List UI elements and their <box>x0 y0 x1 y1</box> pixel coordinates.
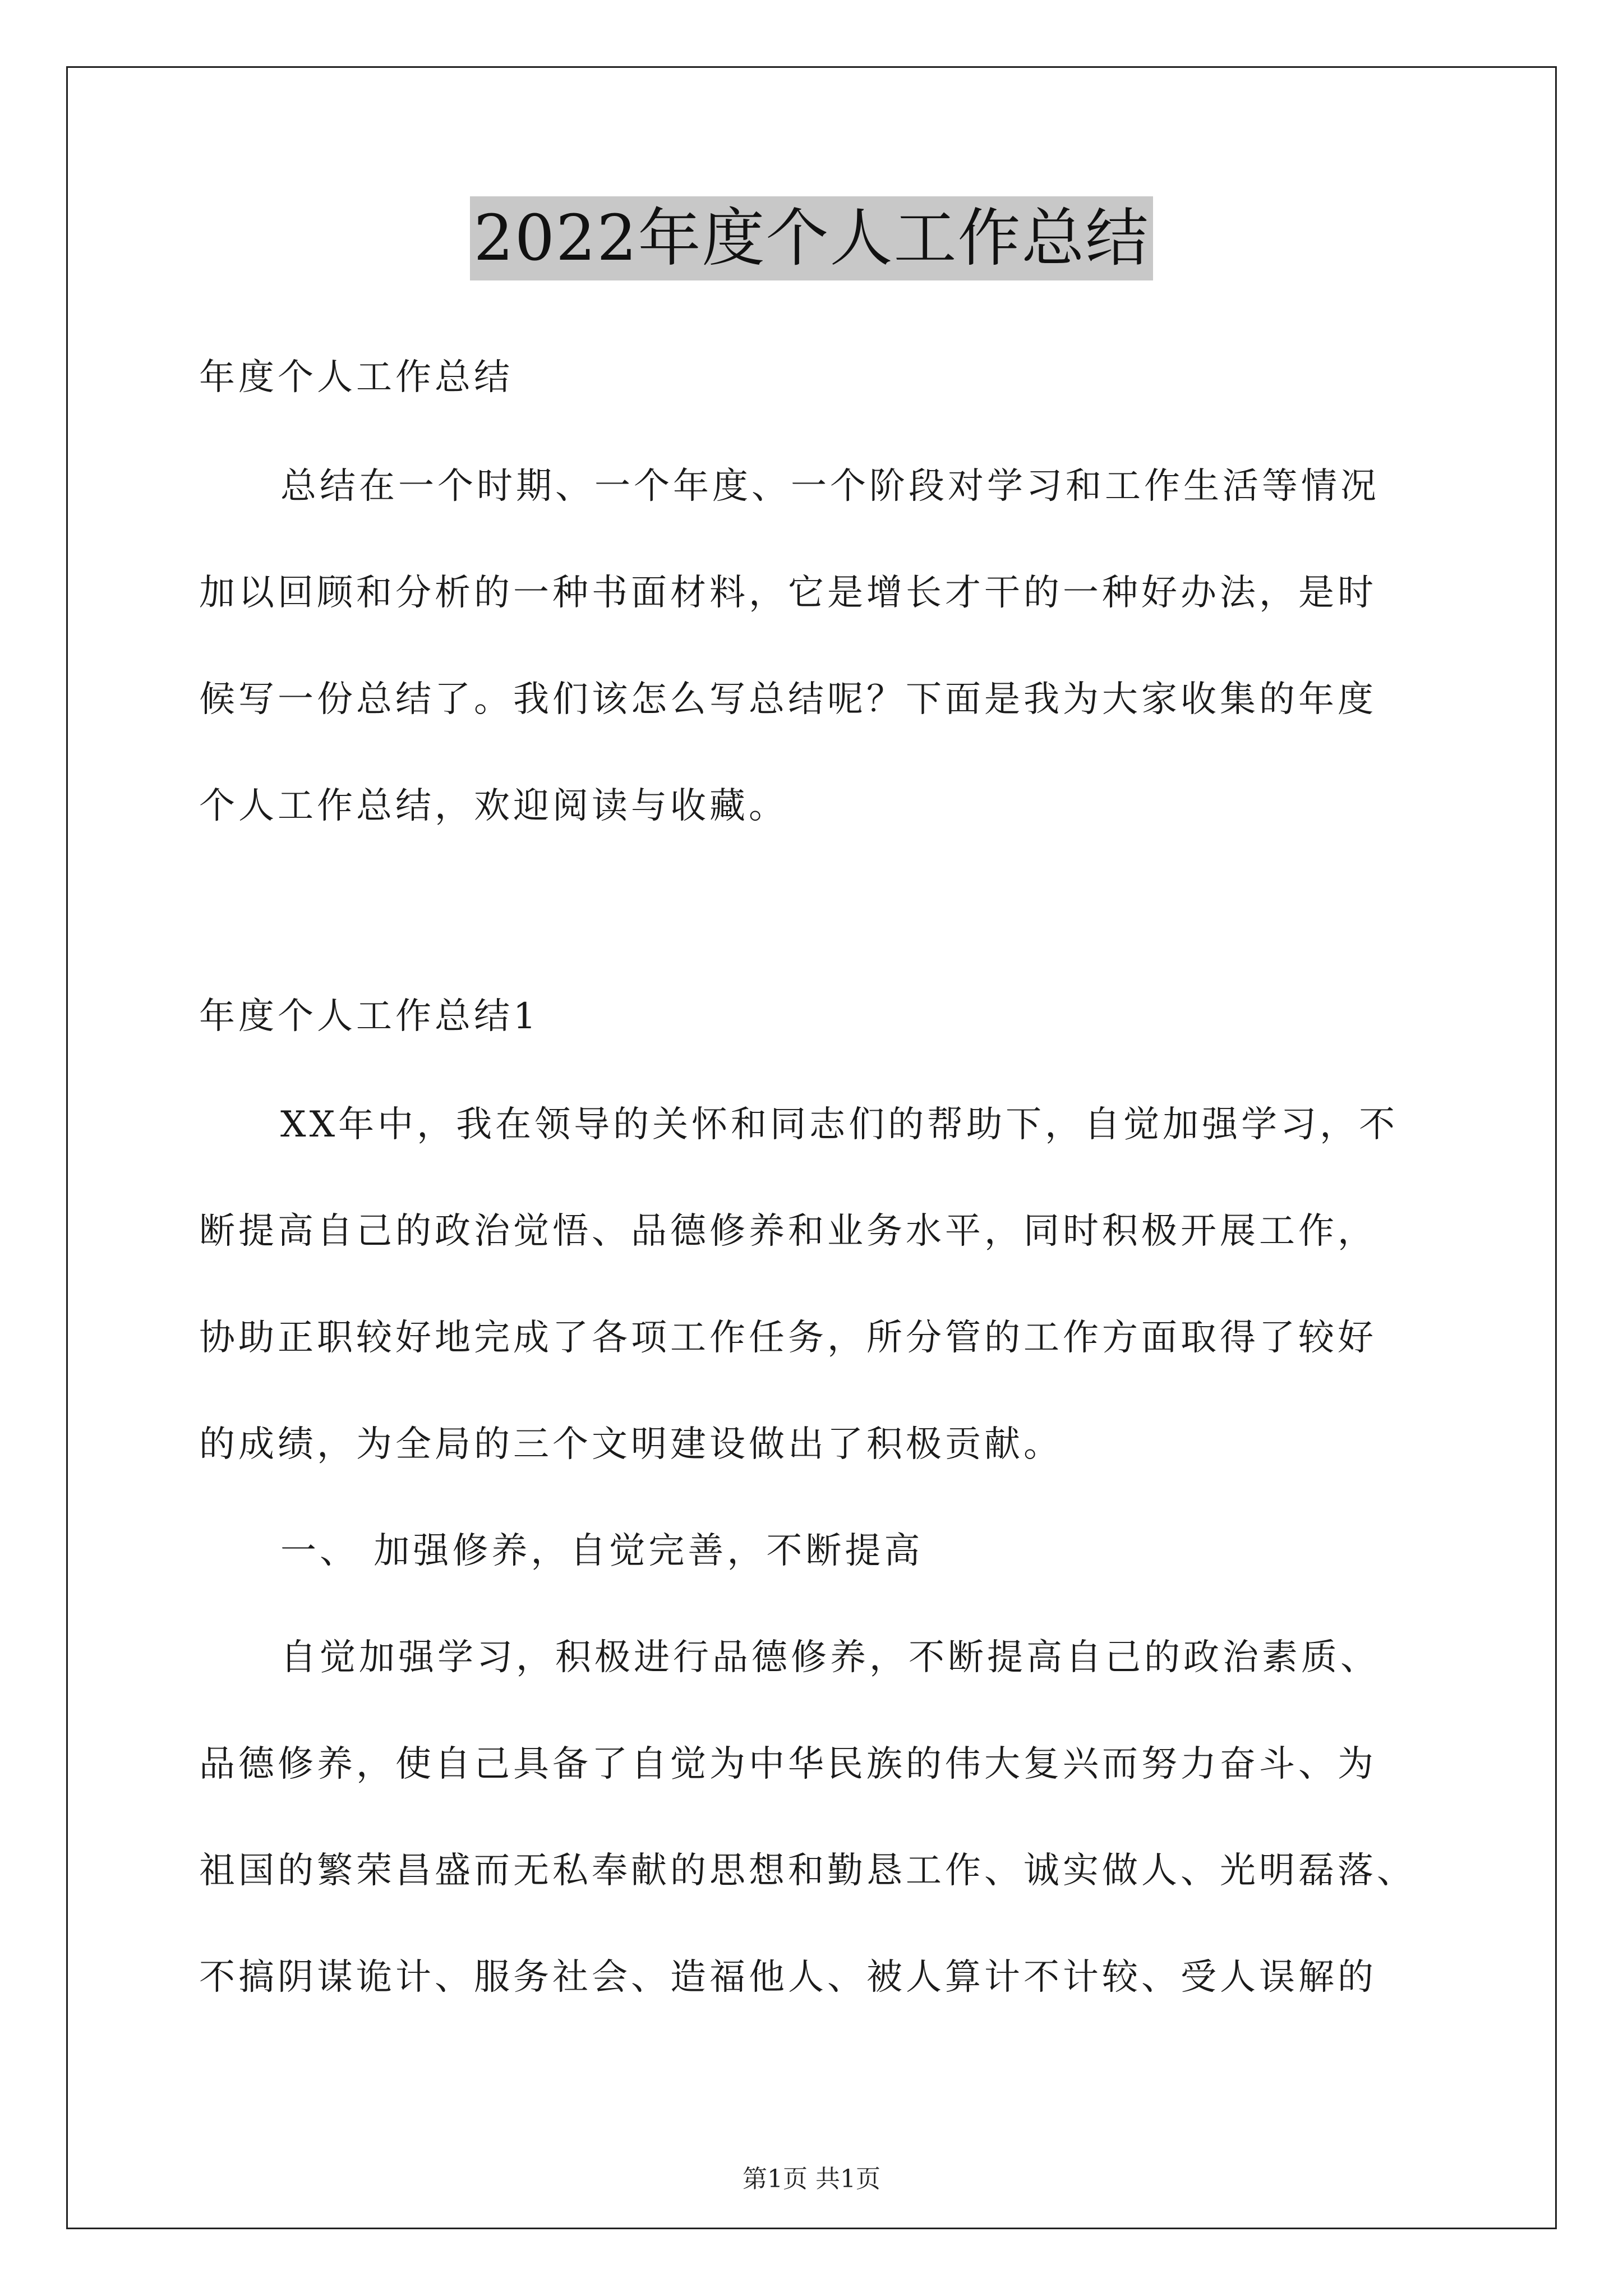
section-line: XX年中，我在领导的关怀和同志们的帮助下，自觉加强学习，不 <box>280 1104 1399 1145</box>
document-subtitle: 年度个人工作总结 <box>199 357 513 398</box>
intro-line: 加以回顾和分析的一种书面材料，它是增长才干的一种好办法，是时 <box>199 572 1377 614</box>
body-line: 祖国的繁荣昌盛而无私奉献的思想和勤恳工作、诚实做人、光明磊落、 <box>199 1850 1416 1892</box>
intro-line: 个人工作总结，欢迎阅读与收藏。 <box>199 785 788 827</box>
intro-line: 候写一份总结了。我们该怎么写总结呢？下面是我为大家收集的年度 <box>199 679 1377 720</box>
body-line: 自觉加强学习，积极进行品德修养，不断提高自己的政治素质、 <box>280 1637 1380 1678</box>
section-line: 断提高自己的政治觉悟、品德修养和业务水平，同时积极开展工作， <box>199 1211 1377 1252</box>
document-title: 2022年度个人工作总结 <box>470 196 1152 280</box>
body-line: 不搞阴谋诡计、服务社会、造福他人、被人算计不计较、受人误解的 <box>199 1957 1377 1998</box>
title-container <box>0 196 1623 280</box>
body-line: 品德修养，使自己具备了自觉为中华民族的伟大复兴而努力奋斗、为 <box>199 1743 1377 1785</box>
section-line: 的成绩，为全局的三个文明建设做出了积极贡献。 <box>199 1424 1063 1465</box>
section-line: 协助正职较好地完成了各项工作任务，所分管的工作方面取得了较好 <box>199 1317 1377 1359</box>
page-footer: 第1页 共1页 <box>743 2165 880 2193</box>
subheading: 一、 加强修养，自觉完善，不断提高 <box>280 1530 924 1572</box>
section-heading: 年度个人工作总结1 <box>199 996 540 1037</box>
intro-line: 总结在一个时期、一个年度、一个阶段对学习和工作生活等情况 <box>280 466 1380 507</box>
